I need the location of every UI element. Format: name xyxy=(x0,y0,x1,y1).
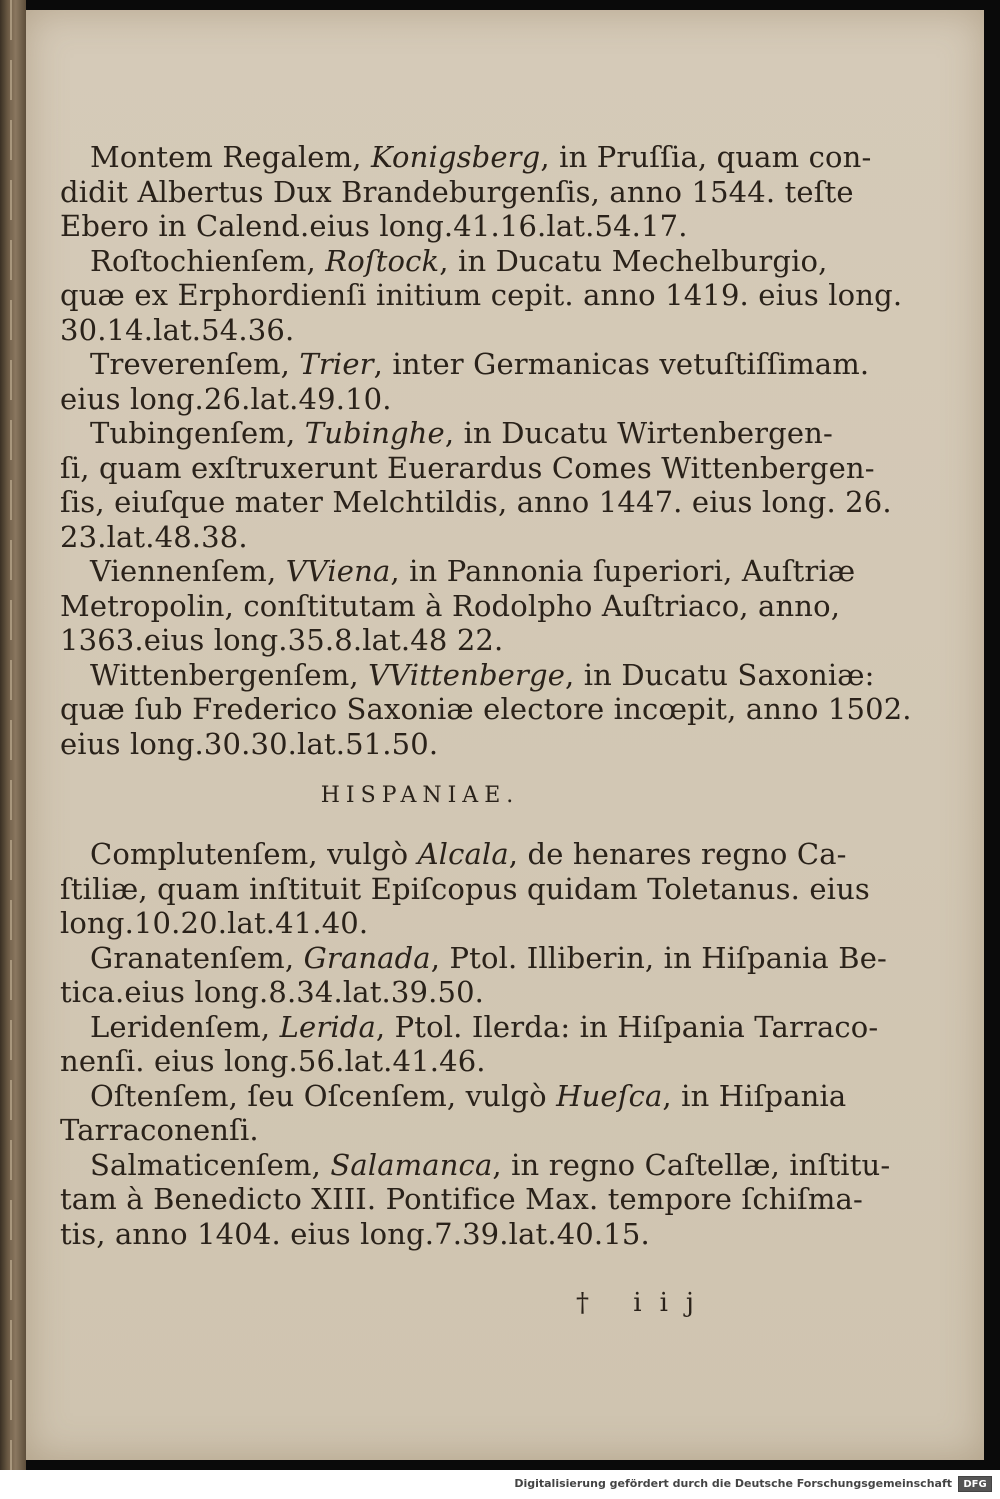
text-line xyxy=(60,692,912,727)
text-segment: Roſtochienſem, xyxy=(90,243,326,278)
text-segment: 1363.eius long.35.8.lat.48 22. xyxy=(60,623,504,657)
text-segment: nenſi. eius long.56.lat.41.46. xyxy=(60,1044,486,1078)
text-segment: , Ptol. Illiberin, in Hiſpania Be- xyxy=(430,940,887,975)
text-segment: Leridenſem, xyxy=(90,1009,280,1044)
text-line xyxy=(60,347,870,382)
text-segment: , inter Germanicas vetuſtiſſimam. xyxy=(373,347,870,381)
text-line xyxy=(60,1147,891,1183)
text-segment: Oſtenſem, ſeu Oſcenſem, vulgò xyxy=(90,1078,557,1113)
text-segment: Metropolin, conſtitutam à Rodolpho Auſtriaco, anno, xyxy=(60,588,841,623)
text-line xyxy=(60,313,780,348)
place-name: Konigsberg xyxy=(371,140,541,174)
text-segment: Tubingenſem, xyxy=(90,416,305,450)
text-segment: Montem Regalem, xyxy=(90,140,371,174)
text-segment: Treverenſem, xyxy=(90,347,300,381)
main-text xyxy=(60,140,912,1251)
place-name: Alcala xyxy=(417,837,509,871)
entries-hispaniae xyxy=(60,837,891,1251)
text-segment: 23.lat.48.38. xyxy=(60,519,248,554)
text-line xyxy=(60,243,828,279)
text-line xyxy=(60,278,903,313)
text-segment: , in Ducatu Saxoniæ: xyxy=(565,657,875,692)
section-heading: HISPANIAE. xyxy=(320,783,520,808)
book-spine-edge xyxy=(0,0,26,1470)
text-line xyxy=(60,871,870,907)
text-segment: , in regno Caſtellæ, inſtitu- xyxy=(492,1147,891,1182)
text-segment: eius long.30.30.lat.51.50. xyxy=(60,726,439,761)
text-segment: Tarraconenſi. xyxy=(60,1113,259,1147)
text-segment: quæ ſub Frederico Saxoniæ electore incœpit, anno 1502. xyxy=(60,692,912,726)
text-line xyxy=(60,1009,879,1045)
place-name: Lerida xyxy=(279,1009,376,1044)
text-line xyxy=(60,140,872,175)
place-name: Roſtock xyxy=(325,243,440,278)
signature-mark: † iij xyxy=(576,1288,712,1318)
book-page xyxy=(26,10,984,1460)
place-name: Trier xyxy=(299,347,374,381)
text-line xyxy=(60,382,780,417)
text-segment: tis, anno 1404. eius long.7.39.lat.40.15. xyxy=(60,1216,650,1251)
text-segment: ſi, quam exſtruxerunt Euerardus Comes Wittenbergen- xyxy=(60,450,875,485)
text-segment: , in Ducatu Wirtenbergen- xyxy=(444,416,833,450)
text-line xyxy=(60,1182,863,1217)
text-segment: , in Pruſſia, quam con- xyxy=(540,140,872,174)
text-segment: Granatenſem, xyxy=(90,940,304,975)
text-segment: tica.eius long.8.34.lat.39.50. xyxy=(60,975,485,1009)
footer-bar xyxy=(0,1470,1000,1499)
text-segment: long.10.20.lat.41.40. xyxy=(60,906,369,940)
text-line xyxy=(60,416,833,451)
text-line xyxy=(60,906,780,941)
place-name: VVittenberge xyxy=(368,657,566,692)
text-line xyxy=(60,554,856,589)
text-segment: tam à Benedicto XIII. Pontifice Max. tempore ſchiſma- xyxy=(60,1182,863,1216)
text-line xyxy=(60,1044,780,1079)
text-segment: Complutenſem, vulgò xyxy=(90,837,418,871)
text-line xyxy=(60,623,780,658)
text-line xyxy=(60,837,847,872)
text-segment: quæ ex Erphordienſi initium cepit. anno 1419. eius long. xyxy=(60,278,903,312)
text-line xyxy=(60,209,780,244)
place-name: Granada xyxy=(303,940,431,975)
text-line xyxy=(60,520,780,555)
text-line xyxy=(60,588,841,624)
text-line xyxy=(60,174,854,210)
footer-credit: Digitalisierung gefördert durch die Deutsche Forschungsgemeinschaft xyxy=(514,1477,952,1490)
text-segment: eius long.26.lat.49.10. xyxy=(60,381,392,416)
place-name: VViena xyxy=(285,554,391,588)
text-segment: Ebero in Calend.eius long.41.16.lat.54.17. xyxy=(60,209,688,243)
text-line xyxy=(60,975,780,1010)
text-line xyxy=(60,940,887,976)
text-line xyxy=(60,1078,847,1114)
entries-germaniae xyxy=(60,140,912,761)
text-segment: Wittenbergenſem, xyxy=(90,657,369,692)
text-segment: Viennenſem, xyxy=(90,554,286,588)
text-segment: , Ptol. Ilerda: in Hiſpania Tarraco- xyxy=(375,1009,879,1044)
text-line xyxy=(60,727,780,762)
text-line xyxy=(60,450,875,486)
text-segment: ſtiliæ, quam inſtituit Epiſcopus quidam Toletanus. eius xyxy=(60,871,870,906)
text-line xyxy=(60,1217,780,1252)
text-line xyxy=(60,485,892,520)
place-name: Salamanca xyxy=(330,1147,493,1182)
text-segment: , in Pannonia ſuperiori, Auſtriæ xyxy=(390,554,856,588)
text-line xyxy=(60,1113,780,1148)
text-line xyxy=(60,657,875,693)
dfg-logo: DFG xyxy=(958,1476,992,1492)
text-segment: Salmaticenſem, xyxy=(90,1147,331,1182)
text-segment: ſis, eiuſque mater Melchtildis, anno 1447. eius long. 26. xyxy=(60,485,892,519)
place-name: Tubinghe xyxy=(304,416,445,450)
place-name: Hueſca xyxy=(556,1078,663,1113)
text-segment: 30.14.lat.54.36. xyxy=(60,312,295,347)
text-segment: , de henares regno Ca- xyxy=(508,837,847,871)
text-segment: didit Albertus Dux Brandeburgenſis, anno 1544. teſte xyxy=(60,174,854,209)
text-segment: , in Hiſpania xyxy=(662,1078,847,1113)
text-segment: , in Ducatu Mechelburgio, xyxy=(439,243,828,278)
